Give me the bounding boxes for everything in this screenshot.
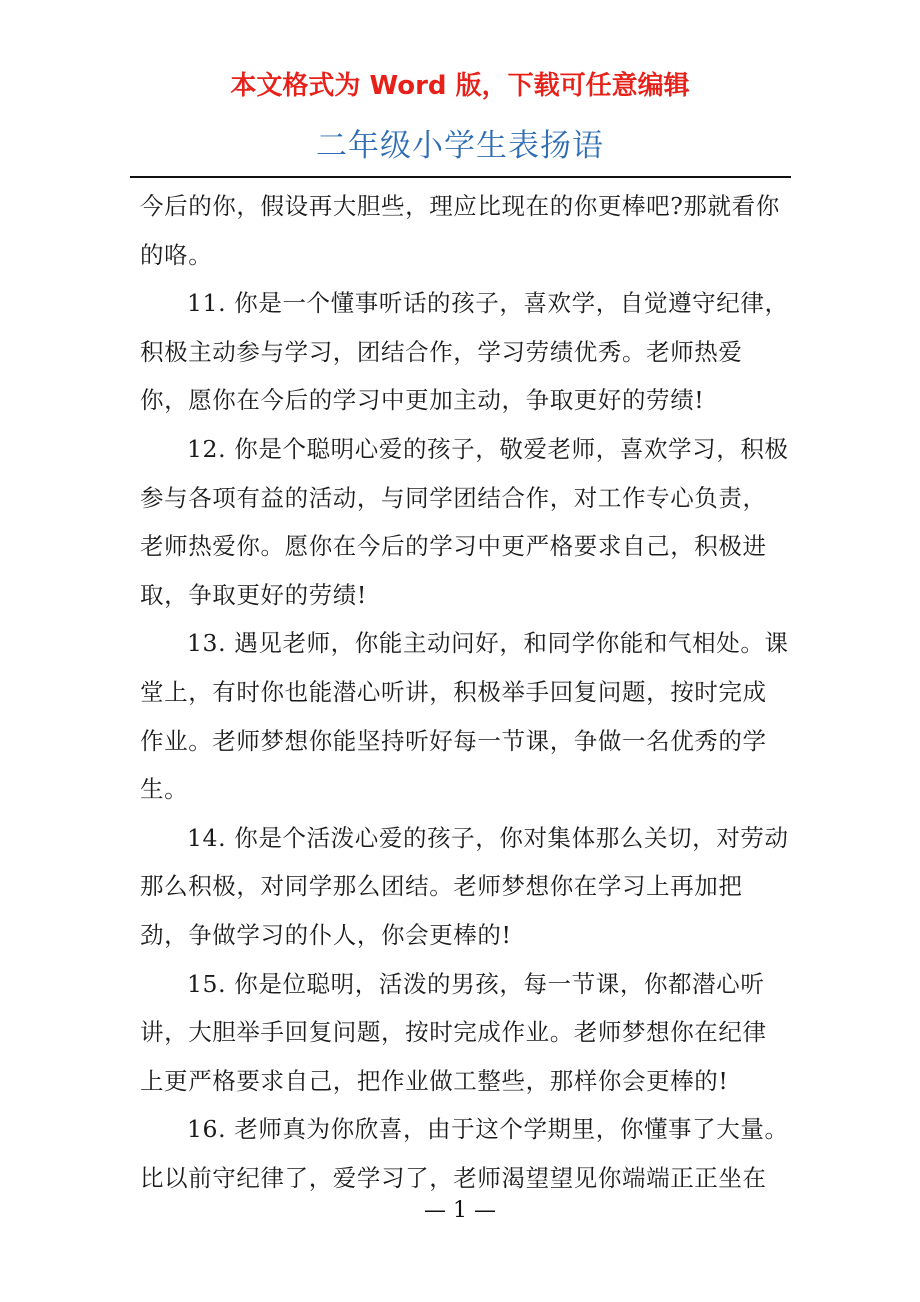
list-item: 13. 遇见老师，你能主动问好，和同学你能和气相处。课堂上，有时你也能潜心听讲，积极举手回复问题，按时完成作业。老师梦想你能坚持听好每一节课，争做一名优秀的学生。 xyxy=(140,629,789,804)
document-body xyxy=(140,182,790,1202)
page-number: — 1 — xyxy=(424,1198,496,1223)
format-banner: 本文格式为 Word 版，下载可任意编辑 xyxy=(230,71,690,101)
list-item: 16. 老师真为你欣喜，由于这个学期里，你懂事了大量。比以前守纪律了，爱学习了，老师渴望望见你端端正正坐在 xyxy=(140,1115,789,1192)
list-item: 14. 你是个活泼心爱的孩子，你对集体那么关切，对劳动那么积极，对同学那么团结。老师梦想你在学习上再加把劲，争做学习的仆人，你会更棒的! xyxy=(140,823,789,949)
header-divider xyxy=(130,176,791,178)
list-item: 11. 你是一个懂事听话的孩子，喜欢学，自觉遵守纪律，积极主动参与学习，团结合作，学习劳绩优秀。老师热爱你，愿你在今后的学习中更加主动，争取更好的劳绩! xyxy=(140,289,789,415)
list-item: 12. 你是个聪明心爱的孩子，敬爱老师，喜欢学习，积极参与各项有益的活动，与同学团结合作，对工作专心负责，老师热爱你。愿你在今后的学习中更严格要求自己，积极进取，争取更好的劳绩! xyxy=(140,434,789,609)
page-title: 二年级小学生表扬语 xyxy=(316,128,604,164)
list-item: 15. 你是位聪明，活泼的男孩，每一节课，你都潜心听讲，大胆举手回复问题，按时完成作业。老师梦想你在纪律上更严格要求自己，把作业做工整些，那样你会更棒的! xyxy=(140,969,767,1095)
continuation-paragraph: 今后的你，假设再大胆些，理应比现在的你更棒吧?那就看你的咯。 xyxy=(140,192,780,269)
